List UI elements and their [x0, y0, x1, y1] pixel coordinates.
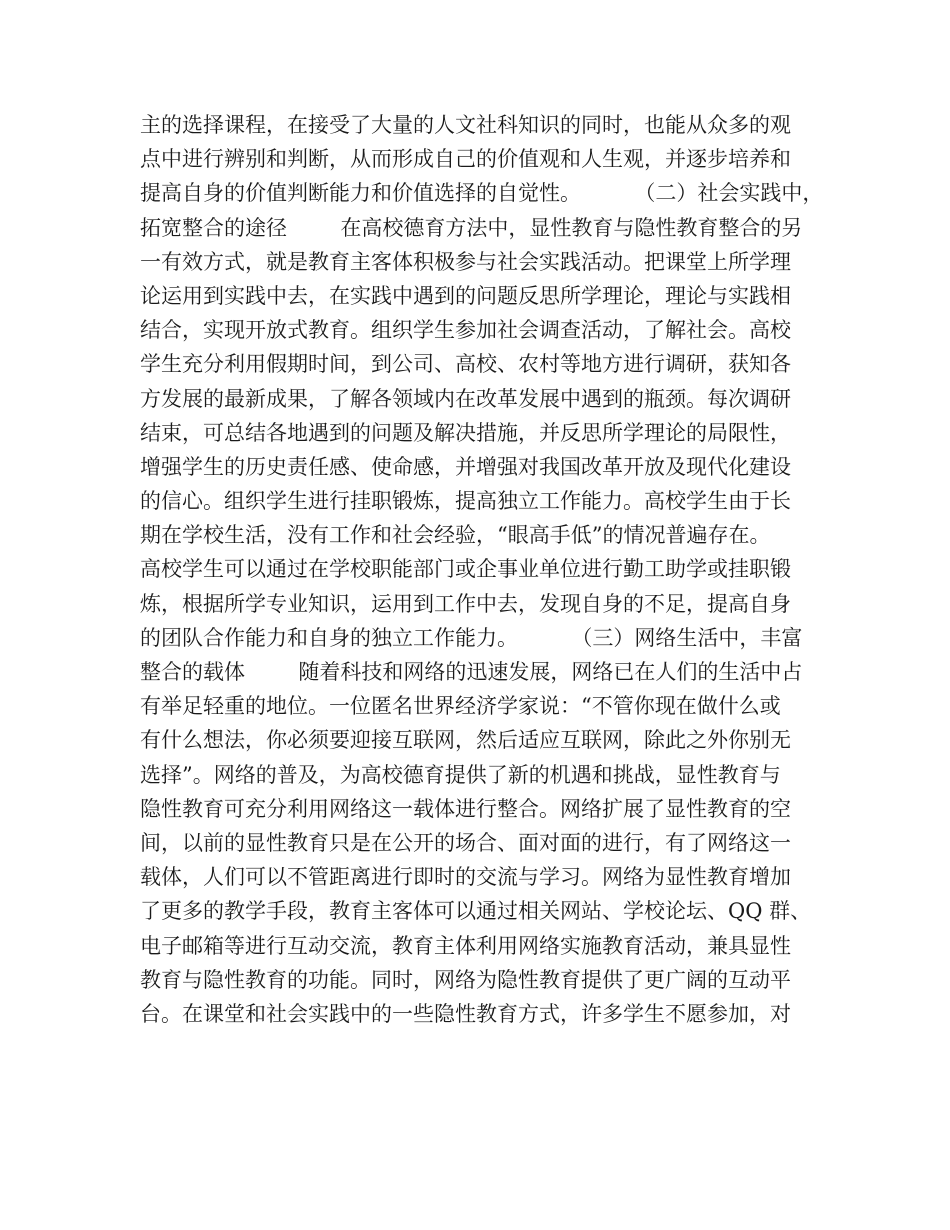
text-line: 一有效方式，就是教育主客体积极参与社会实践活动。把课堂上所学理	[140, 249, 791, 274]
text-line: 隐性教育可充分利用网络这一载体进行整合。网络扩展了显性教育的空	[140, 796, 791, 821]
text-line: 期在学校生活，没有工作和社会经验，“眼高手低”的情况普遍存在。	[140, 523, 771, 548]
text-line: 电子邮箱等进行互动交流，教育主体利用网络实施教育活动，兼具显性	[140, 933, 791, 958]
text-line: 炼，根据所学专业知识，运用到工作中去，发现自身的不足，提高自身	[140, 591, 791, 616]
text-line: 主的选择课程，在接受了大量的人文社科知识的同时，也能从众多的观	[140, 113, 791, 137]
text-line: 结束，可总结各地遇到的问题及解决措施，并反思所学理论的局限性，	[140, 420, 791, 445]
text-line: 拓宽整合的途径 在高校德育方法中，显性教育与隐性教育整合的另	[140, 215, 803, 240]
text-line: 间，以前的显性教育只是在公开的场合、面对面的进行，有了网络这一	[140, 830, 791, 855]
text-line: 增强学生的历史责任感、使命感，并增强对我国改革开放及现代化建设	[140, 454, 791, 479]
text-line: 教育与隐性教育的功能。同时，网络为隐性教育提供了更广阔的互动平	[140, 967, 791, 992]
text-line: 结合，实现开放式教育。组织学生参加社会调查活动，了解社会。高校	[140, 318, 791, 343]
text-line: 了更多的教学手段，教育主客体可以通过相关网站、学校论坛、QQ 群、	[140, 899, 812, 924]
text-line: 提高自身的价值判断能力和价值选择的自觉性。 （二）社会实践中，	[140, 181, 824, 206]
text-line: 载体，人们可以不管距离进行即时的交流与学习。网络为显性教育增加	[140, 865, 791, 890]
text-line: 整合的载体 随着科技和网络的迅速发展，网络已在人们的生活中占	[140, 660, 803, 684]
text-line: 高校学生可以通过在学校职能部门或企事业单位进行勤工助学或挂职锻	[140, 557, 791, 582]
text-line: 论运用到实践中去，在实践中遇到的问题反思所学理论，理论与实践相	[140, 283, 791, 308]
text-line: 有什么想法，你必须要迎接互联网，然后适应互联网，除此之外你别无	[140, 728, 791, 753]
text-line: 的团队合作能力和自身的独立工作能力。 （三）网络生活中，丰富	[140, 625, 803, 650]
body-text	[140, 108, 830, 1031]
text-line: 有举足轻重的地位。一位匿名世界经济学家说：“不管你现在做什么或	[140, 694, 781, 719]
text-line: 学生充分利用假期时间，到公司、高校、农村等地方进行调研，获知各	[140, 352, 791, 377]
text-line: 选择”。网络的普及，为高校德育提供了新的机遇和挑战，显性教育与	[140, 762, 781, 787]
text-line: 台。在课堂和社会实践中的一些隐性教育方式，许多学生不愿参加，对	[140, 1001, 791, 1026]
text-line: 方发展的最新成果，了解各领域内在改革发展中遇到的瓶颈。每次调研	[140, 386, 791, 411]
text-line: 点中进行辨别和判断，从而形成自己的价值观和人生观，并逐步培养和	[140, 147, 791, 172]
text-line: 的信心。组织学生进行挂职锻炼，提高独立工作能力。高校学生由于长	[140, 489, 791, 514]
